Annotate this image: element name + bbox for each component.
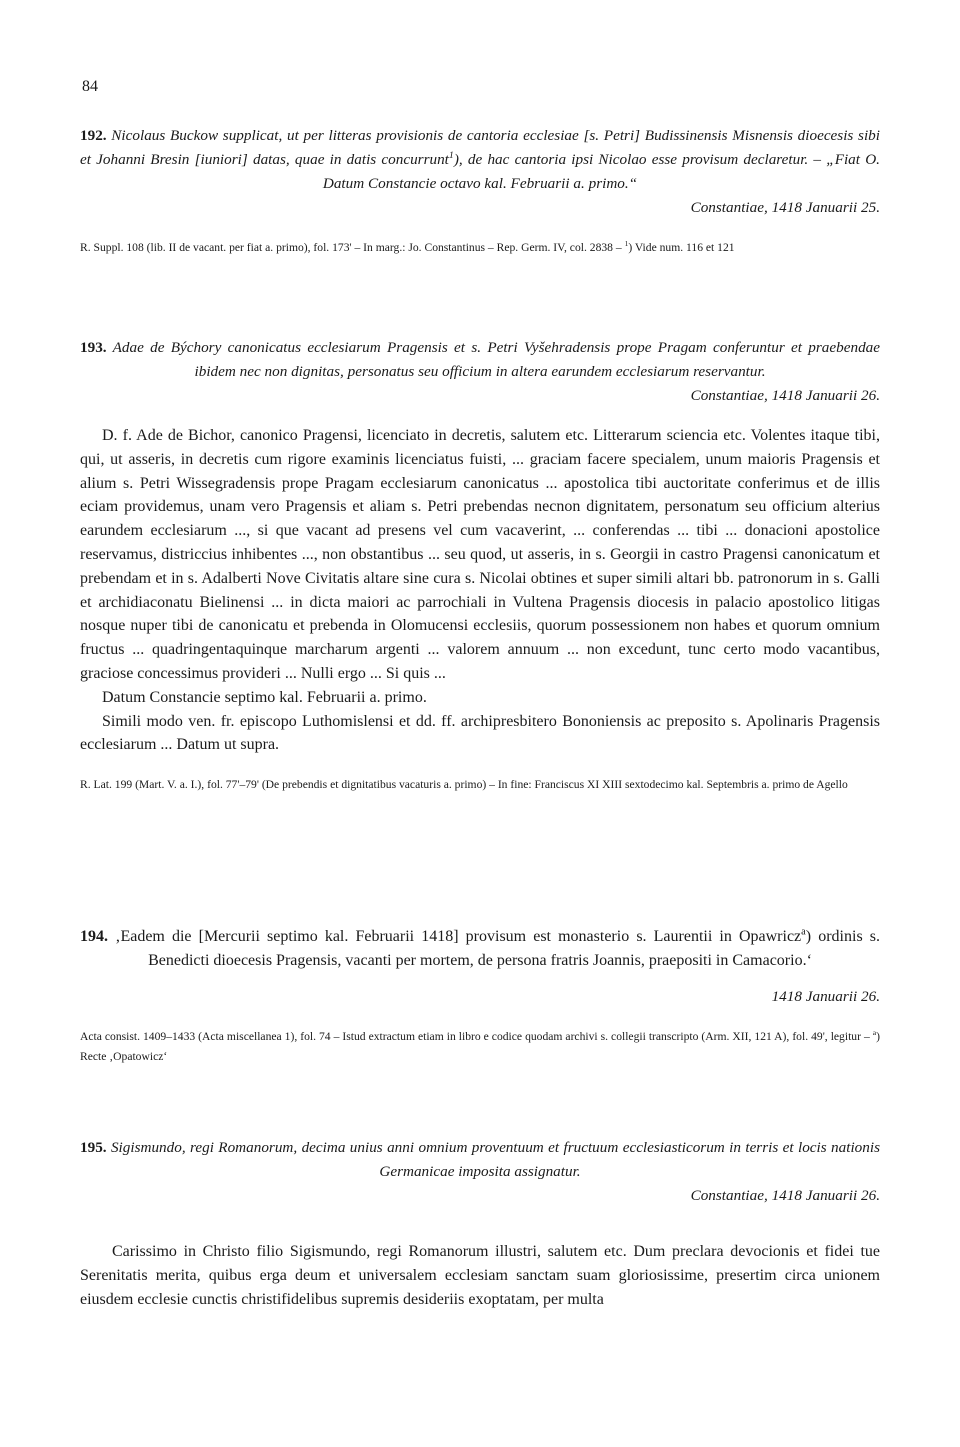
entry-summary xyxy=(80,336,880,384)
body-paragraph: Simili modo ven. fr. episcopo Luthomislensi et dd. ff. archipresbitero Bononiensis ac preposito s. Apolinaris Pragensis ecclesiarum ... Datum ut supra. xyxy=(80,712,880,754)
entry-note xyxy=(80,238,880,258)
entry-number: 192. xyxy=(80,127,107,144)
note-text: R. Suppl. 108 (lib. II de vacant. per fiat a. primo), fol. 173' – In marg.: Jo. Constantinus – Rep. Germ. IV, col. 2838 – xyxy=(80,241,625,254)
footnote-marker: a xyxy=(872,1028,877,1038)
footnote-marker: a xyxy=(801,926,806,938)
entry-number: 193. xyxy=(80,339,107,356)
entry-date: Constantiae, 1418 Januarii 26. xyxy=(690,1187,880,1204)
body-paragraph: D. f. Ade de Bichor, canonico Pragensi, licenciato in decretis, salutem etc. Litterarum sciencia etc. Volentes itaque tibi, qui, ut asseris, in decretis cum rigore examinis licenciatus fuisti, ... graciam facere specialem, unum maioris Pragensis et alium s. Petri Wissegradensis prope Pragam ecclesiarum canonicatus ... apostolica tibi auctoritate conferimus et de illis eciam providemus, unam vero Pragensis et aliam s. Petri prebendas necnon dignitatem, personatum seu officium alterius earundem ecclesiarum ..., si que vacant ad presens vel cum vacaverint, ... conferendas ... tibi ... donacioni apostolice reservamus, districcius inhibentes ..., non obstantibus ... seu quod, ut asseris, in s. Georgii in castro Pragensi canonicatum et prebendam et in s. Adalberti Nove Civitatis altare sine cura s. Nicolai obtines et super simili altari bb. patronorum in s. Galli et archidiaconatu Bielinensi ... in dicta maiori ac parrochiali in Vultena Pragensis diocesis in palacio apostolico litigas nosque nuper tibi de canonicatu et prebenda in Olomucensi ecclesiis, quorum possessionem non habes et quorum omnium fructus ... quadringentaquinque marcharum argenti ... valorem annuum ... non excedunt, tunc certo modo vacantibus, graciose concessimus provideri ... Nulli ergo ... Si quis ... xyxy=(80,427,880,682)
summary-text: Nicolaus Buckow supplicat, ut per litteras provisionis de cantoria ecclesiae [s. Petri] Budissinensis Misnensis dioecesis sibi et Johanni Bresin [iuniori] datas, quae in datis concurrunt xyxy=(80,127,880,168)
summary-text: ‚Eadem die [Mercurii septimo kal. Februarii 1418] provisum est monasterio s. Laurentii in Opawricz xyxy=(108,928,802,945)
entry-date: 1418 Januarii 26. xyxy=(771,988,880,1005)
summary-text: Adae de Býchory canonicatus ecclesiarum Pragensis et s. Petri Vyšehradensis prope Pragam conferuntur et praebendae ibidem nec non dignitas, personatus seu officium in altera earundem ecclesiarum reservantur. xyxy=(106,339,880,380)
entry-195 xyxy=(80,1136,880,1311)
summary-text: ), de hac cantoria ipsi Nicolao esse provisum declaretur. – „Fiat O. Datum Constancie octavo kal. Februarii a. primo.“ xyxy=(322,151,880,192)
entry-192 xyxy=(80,124,880,258)
entry-193 xyxy=(80,336,880,795)
entry-note: R. Lat. 199 (Mart. V. a. I.), fol. 77'–79' (De prebendis et dignitatibus vacaturis a. primo) – In fine: Franciscus XI XIII sextodecimo kal. Septembris a. primo de Agello xyxy=(80,778,848,792)
entry-body xyxy=(80,1240,880,1311)
body-paragraph: Carissimo in Christo filio Sigismundo, regi Romanorum illustri, salutem etc. Dum preclara devocionis et fidei tue Serenitatis merita, quibus erga deum et universalem ecclesiam sanctam suam gloriosissime, presertim circa unionem eiusdem ecclesie cunctis christifidelibus supremis desideriis exoptatam, per multa xyxy=(80,1243,880,1308)
note-text: ) Vide num. 116 et 121 xyxy=(628,241,735,254)
entry-date: Constantiae, 1418 Januarii 25. xyxy=(690,199,880,216)
entry-194 xyxy=(80,925,880,1067)
note-text: ) Recte ‚Opatowicz‘ xyxy=(80,1030,880,1063)
footnote-marker: 1 xyxy=(448,149,454,161)
entry-number: 194. xyxy=(80,928,108,945)
entry-date: Constantiae, 1418 Januarii 26. xyxy=(690,387,880,404)
footnote-marker: 1 xyxy=(624,239,629,249)
page-number: 84 xyxy=(82,78,98,95)
summary-text: Sigismundo, regi Romanorum, decima unius anni omnium proventuum et fructuum ecclesiasticorum in terris et locis nationis Germanicae imposita assignatur. xyxy=(106,1139,880,1180)
body-paragraph: Datum Constancie septimo kal. Februarii a. primo. xyxy=(102,688,427,706)
entry-summary xyxy=(80,1136,880,1184)
entry-summary xyxy=(80,925,880,973)
summary-text: ) ordinis s. Benedicti dioecesis Pragensis, vacanti per mortem, de persona fratris Joannis, praepositi in Camacorio.‘ xyxy=(148,928,881,969)
entry-note xyxy=(80,1027,880,1067)
entry-summary xyxy=(80,124,880,196)
entry-number: 195. xyxy=(80,1139,107,1156)
entry-body xyxy=(80,424,880,757)
note-text: Acta consist. 1409–1433 (Acta miscellanea 1), fol. 74 – Istud extractum etiam in libro e codice quodam archivi s. collegii transcripto (Arm. XII, 121 A), fol. 49', legitur – xyxy=(80,1030,873,1043)
